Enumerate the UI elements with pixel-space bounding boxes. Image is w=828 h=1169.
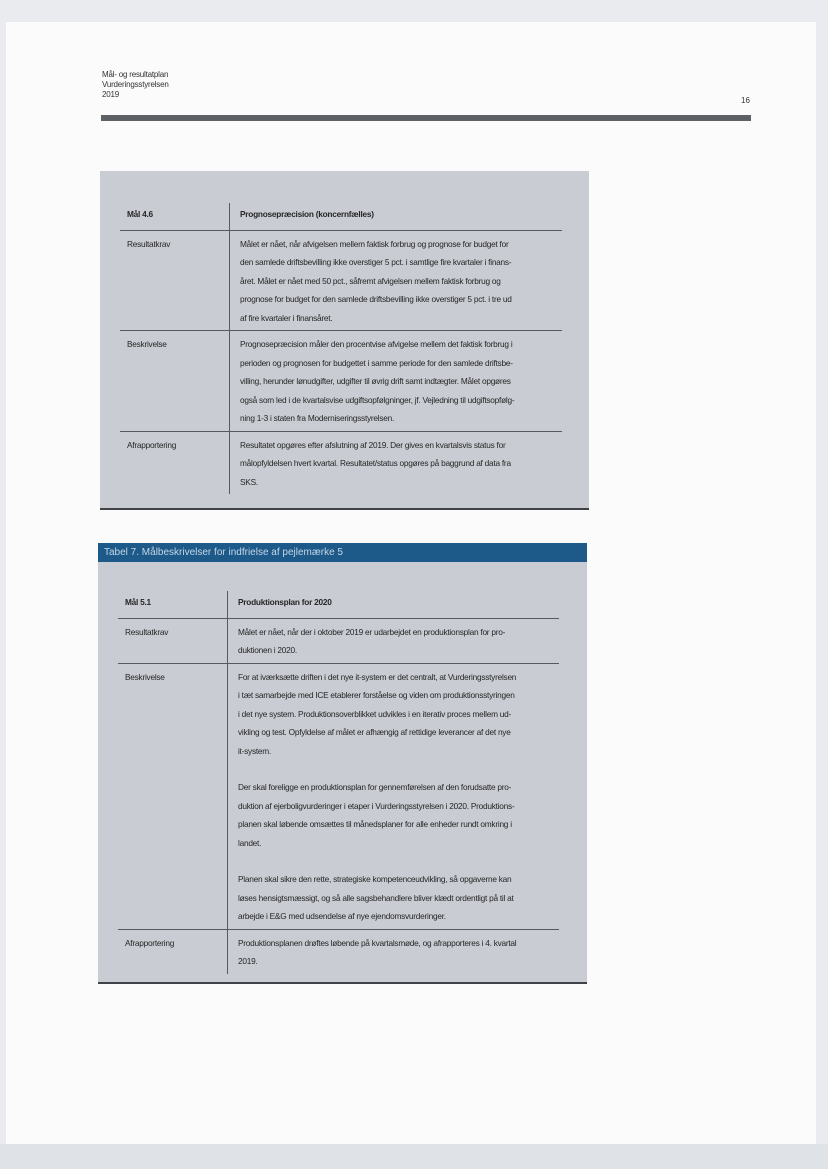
header-line-year: 2019 (102, 90, 119, 99)
row-label-beskrivelse: Beskrivelse (120, 331, 230, 432)
table-row (118, 929, 559, 974)
table-row (118, 663, 559, 929)
table-row (120, 331, 562, 432)
goal-header-row (120, 203, 562, 230)
header-line-agency: Vurderingsstyrelsen (102, 80, 169, 89)
goal-table (120, 203, 562, 494)
table-row (118, 618, 559, 663)
beskrivelse-paragraph-3: Planen skal sikre den rette, strategiske kompetenceudvikling, så opgaverne kan løses hensigtsmæssigt, og så alle sagsbehandlere bliver klædt ordentligt på til at arbejde i E&G med udsendelse af nye ejendomsvurderinger. (238, 874, 514, 921)
table-bottom-rule (98, 982, 587, 984)
goal-label: Mål 5.1 (125, 597, 151, 607)
row-text-beskrivelse (228, 663, 560, 929)
goal-title: Produktionsplan for 2020 (228, 591, 560, 618)
table-bottom-rule (100, 508, 589, 510)
row-label-resultatkrav: Resultatkrav (120, 230, 230, 331)
row-text-afrapportering: Produktionsplanen drøftes løbende på kvartalsmøde, og afrapporteres i 4. kvartal 2019. (228, 929, 560, 974)
row-text-afrapportering: Resultatet opgøres efter afslutning af 2019. Der gives en kvartalsvis status for målopfyldelsen hvert kvartal. Resultatet/status opgøres på baggrund af data fra SKS. (230, 431, 563, 494)
row-label-beskrivelse: Beskrivelse (118, 663, 228, 929)
goal-title: Prognosepræcision (koncernfælles) (230, 203, 563, 230)
table-row (120, 230, 562, 331)
goal-header-row (118, 591, 559, 618)
row-label-resultatkrav: Resultatkrav (118, 618, 228, 663)
page-number: 16 (741, 96, 750, 105)
header-line-plan: Mål- og resultatplan (102, 70, 169, 79)
beskrivelse-paragraph-2: Der skal foreligge en produktionsplan for gennemførelsen af den forudsatte pro- duktion af ejerboligvurderinger i etaper i Vurderingsstyrelsen i 2020. Produktions- planen skal løbende omsættes til månedsplaner for alle enheder rundt omkring i landet. (238, 782, 515, 848)
goal-table-4-6 (100, 171, 589, 508)
table-row (120, 431, 562, 494)
beskrivelse-paragraph-1: For at iværksætte driften i det nye it-system er det centralt, at Vurderingsstyrelsen i tæt samarbejde med ICE etablerer forståelse og viden om produktionsstyringen i det nye system. Produktionsoverblikket udvikles i en iterativ proces mellem ud- vikling og test. Opfyldelse af målet er afhængig af rettidige leverancer af det nye it-system. (238, 671, 517, 756)
row-text-resultatkrav: Målet er nået, når afvigelsen mellem faktisk forbrug og prognose for budget for den samlede driftsbevilling ikke overstiger 5 pct. i samtlige fire kvartaler i finans- året. Målet er nået med 50 pct., såfremt afvigelsen mellem faktisk forbrug og prognose for budget for den samlede driftsbevilling ikke overstiger 5 pct. i tre ud af fire kvartaler i finansåret. (230, 230, 563, 331)
row-label-afrapportering: Afrapportering (120, 431, 230, 494)
row-text-resultatkrav: Målet er nået, når der i oktober 2019 er udarbejdet en produktionsplan for pro- duktionen i 2020. (228, 618, 560, 663)
scan-bottom-edge (0, 1144, 828, 1169)
row-text-beskrivelse: Prognosepræcision måler den procentvise afvigelse mellem det faktisk forbrug i perioden og prognosen for budgettet i samme periode for den samlede driftsbe- villing, herunder lønudgifter, udgifter til øvrig drift samt indtægter. Målet opgøres også som led i de kvartalsvise udgiftsopfølgninger, jf. Vejledning til udgiftsopfølg- ning 1-3 i staten fra Moderniseringsstyrelsen. (230, 331, 563, 432)
header-rule (101, 115, 751, 121)
goal-table (118, 591, 559, 974)
goal-table-5-1 (98, 562, 587, 982)
goal-label: Mål 4.6 (127, 209, 153, 219)
row-label-afrapportering: Afrapportering (118, 929, 228, 974)
page-header (102, 70, 169, 100)
table-caption: Tabel 7. Målbeskrivelser for indfrielse af pejlemærke 5 (98, 543, 587, 562)
